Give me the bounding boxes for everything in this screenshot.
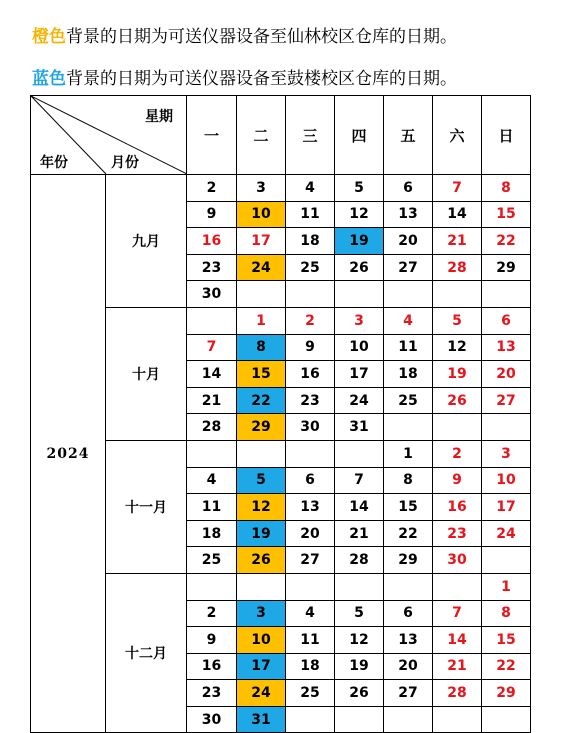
day-cell: 8 — [482, 175, 531, 202]
day-cell: 30 — [286, 414, 335, 441]
header-year-label: 年份 — [40, 155, 68, 171]
day-cell: 29 — [384, 547, 433, 574]
day-cell: 5 — [335, 175, 384, 202]
day-cell: 6 — [384, 175, 433, 202]
day-cell: 11 — [286, 627, 335, 654]
day-cell: 8 — [237, 334, 286, 361]
day-cell: 27 — [384, 680, 433, 707]
day-cell: 14 — [433, 201, 482, 228]
weekday-header: 日 — [482, 96, 531, 175]
day-cell: 12 — [335, 201, 384, 228]
day-cell: 16 — [187, 228, 237, 255]
empty-day-cell — [335, 440, 384, 467]
day-cell: 4 — [187, 467, 237, 494]
day-cell: 26 — [335, 680, 384, 707]
day-cell: 5 — [237, 467, 286, 494]
day-cell: 1 — [237, 307, 286, 334]
day-cell: 21 — [433, 228, 482, 255]
empty-day-cell — [384, 281, 433, 308]
header-weekday-label: 星期 — [145, 109, 173, 125]
empty-day-cell — [237, 573, 286, 600]
day-cell: 27 — [286, 547, 335, 574]
empty-day-cell — [187, 573, 237, 600]
day-cell: 1 — [384, 440, 433, 467]
day-cell: 24 — [237, 680, 286, 707]
day-cell: 31 — [237, 706, 286, 733]
day-cell: 25 — [286, 254, 335, 281]
day-cell: 12 — [335, 627, 384, 654]
day-cell: 20 — [482, 361, 531, 388]
day-cell: 28 — [335, 547, 384, 574]
day-cell: 2 — [433, 440, 482, 467]
day-cell: 23 — [286, 387, 335, 414]
day-cell: 15 — [237, 361, 286, 388]
empty-day-cell — [384, 706, 433, 733]
day-cell: 16 — [433, 494, 482, 521]
day-cell: 14 — [187, 361, 237, 388]
day-cell: 29 — [482, 680, 531, 707]
empty-day-cell — [335, 281, 384, 308]
weekday-header: 六 — [433, 96, 482, 175]
month-cell: 十月 — [106, 307, 187, 440]
day-cell: 2 — [187, 175, 237, 202]
weekday-header: 一 — [187, 96, 237, 175]
day-cell: 6 — [482, 307, 531, 334]
day-cell: 11 — [384, 334, 433, 361]
day-cell: 10 — [237, 201, 286, 228]
day-cell: 8 — [482, 600, 531, 627]
calendar-body — [31, 96, 531, 733]
day-cell: 15 — [482, 201, 531, 228]
day-cell: 3 — [237, 600, 286, 627]
day-cell: 9 — [433, 467, 482, 494]
day-cell: 13 — [482, 334, 531, 361]
calendar-table — [30, 95, 531, 733]
day-cell: 15 — [482, 627, 531, 654]
day-cell: 9 — [286, 334, 335, 361]
day-cell: 27 — [384, 254, 433, 281]
day-cell: 13 — [384, 627, 433, 654]
day-cell: 25 — [286, 680, 335, 707]
day-cell: 5 — [335, 600, 384, 627]
header-month-label: 月份 — [111, 155, 139, 171]
day-cell: 28 — [433, 680, 482, 707]
weekday-header: 三 — [286, 96, 335, 175]
legend-orange — [32, 22, 457, 47]
day-cell: 30 — [187, 281, 237, 308]
day-cell: 18 — [286, 228, 335, 255]
empty-day-cell — [482, 414, 531, 441]
day-cell: 4 — [286, 600, 335, 627]
empty-day-cell — [482, 281, 531, 308]
empty-day-cell — [433, 281, 482, 308]
empty-day-cell — [237, 440, 286, 467]
day-cell: 28 — [433, 254, 482, 281]
month-cell: 十二月 — [106, 573, 187, 733]
day-cell: 16 — [187, 653, 237, 680]
week-row — [31, 440, 531, 467]
week-row — [31, 175, 531, 202]
day-cell: 24 — [237, 254, 286, 281]
day-cell: 22 — [384, 520, 433, 547]
empty-day-cell — [187, 307, 237, 334]
day-cell: 3 — [335, 307, 384, 334]
day-cell: 21 — [433, 653, 482, 680]
empty-day-cell — [482, 547, 531, 574]
empty-day-cell — [384, 573, 433, 600]
legend-blue-text: 背景的日期为可送仪器设备至鼓楼校区仓库的日期。 — [66, 69, 457, 89]
day-cell: 25 — [384, 387, 433, 414]
day-cell: 19 — [335, 653, 384, 680]
day-cell: 17 — [237, 228, 286, 255]
header-row — [31, 96, 531, 175]
day-cell: 23 — [187, 680, 237, 707]
day-cell: 18 — [384, 361, 433, 388]
empty-day-cell — [384, 414, 433, 441]
day-cell: 6 — [384, 600, 433, 627]
day-cell: 27 — [482, 387, 531, 414]
day-cell: 10 — [237, 627, 286, 654]
day-cell: 24 — [482, 520, 531, 547]
day-cell: 19 — [433, 361, 482, 388]
day-cell: 18 — [187, 520, 237, 547]
day-cell: 22 — [482, 228, 531, 255]
day-cell: 19 — [237, 520, 286, 547]
day-cell: 4 — [286, 175, 335, 202]
header-corner — [31, 96, 187, 175]
day-cell: 13 — [384, 201, 433, 228]
day-cell: 11 — [187, 494, 237, 521]
day-cell: 5 — [433, 307, 482, 334]
empty-day-cell — [433, 706, 482, 733]
day-cell: 12 — [433, 334, 482, 361]
empty-day-cell — [187, 440, 237, 467]
day-cell: 6 — [286, 467, 335, 494]
day-cell: 17 — [237, 653, 286, 680]
week-row — [31, 573, 531, 600]
day-cell: 28 — [187, 414, 237, 441]
weekday-header: 二 — [237, 96, 286, 175]
day-cell: 30 — [187, 706, 237, 733]
day-cell: 4 — [384, 307, 433, 334]
day-cell: 8 — [384, 467, 433, 494]
day-cell: 31 — [335, 414, 384, 441]
day-cell: 21 — [335, 520, 384, 547]
day-cell: 23 — [187, 254, 237, 281]
day-cell: 12 — [237, 494, 286, 521]
month-cell: 十一月 — [106, 440, 187, 573]
day-cell: 17 — [482, 494, 531, 521]
day-cell: 1 — [482, 573, 531, 600]
day-cell: 7 — [433, 175, 482, 202]
day-cell: 30 — [433, 547, 482, 574]
day-cell: 3 — [482, 440, 531, 467]
legend-orange-text: 背景的日期为可送仪器设备至仙林校区仓库的日期。 — [66, 27, 457, 47]
day-cell: 3 — [237, 175, 286, 202]
legend-blue — [32, 64, 457, 89]
day-cell: 26 — [335, 254, 384, 281]
day-cell: 25 — [187, 547, 237, 574]
day-cell: 24 — [335, 387, 384, 414]
day-cell: 26 — [433, 387, 482, 414]
empty-day-cell — [286, 281, 335, 308]
day-cell: 20 — [384, 228, 433, 255]
empty-day-cell — [433, 573, 482, 600]
day-cell: 9 — [187, 627, 237, 654]
legend-orange-keyword: 橙色 — [32, 27, 66, 47]
day-cell: 7 — [335, 467, 384, 494]
day-cell: 15 — [384, 494, 433, 521]
year-cell: 2024 — [31, 175, 106, 733]
legend-blue-keyword: 蓝色 — [32, 69, 66, 89]
day-cell: 2 — [187, 600, 237, 627]
day-cell: 11 — [286, 201, 335, 228]
empty-day-cell — [335, 573, 384, 600]
weekday-header: 四 — [335, 96, 384, 175]
day-cell: 22 — [482, 653, 531, 680]
day-cell: 19 — [335, 228, 384, 255]
empty-day-cell — [286, 706, 335, 733]
empty-day-cell — [482, 706, 531, 733]
empty-day-cell — [237, 281, 286, 308]
empty-day-cell — [433, 414, 482, 441]
day-cell: 9 — [187, 201, 237, 228]
week-row — [31, 307, 531, 334]
weekday-header: 五 — [384, 96, 433, 175]
day-cell: 14 — [433, 627, 482, 654]
day-cell: 7 — [187, 334, 237, 361]
day-cell: 14 — [335, 494, 384, 521]
day-cell: 20 — [286, 520, 335, 547]
day-cell: 2 — [286, 307, 335, 334]
month-cell: 九月 — [106, 175, 187, 308]
day-cell: 21 — [187, 387, 237, 414]
day-cell: 16 — [286, 361, 335, 388]
day-cell: 10 — [482, 467, 531, 494]
day-cell: 23 — [433, 520, 482, 547]
day-cell: 10 — [335, 334, 384, 361]
day-cell: 29 — [482, 254, 531, 281]
empty-day-cell — [286, 440, 335, 467]
day-cell: 26 — [237, 547, 286, 574]
day-cell: 20 — [384, 653, 433, 680]
day-cell: 29 — [237, 414, 286, 441]
day-cell: 7 — [433, 600, 482, 627]
empty-day-cell — [335, 706, 384, 733]
day-cell: 13 — [286, 494, 335, 521]
empty-day-cell — [286, 573, 335, 600]
day-cell: 22 — [237, 387, 286, 414]
day-cell: 17 — [335, 361, 384, 388]
day-cell: 18 — [286, 653, 335, 680]
